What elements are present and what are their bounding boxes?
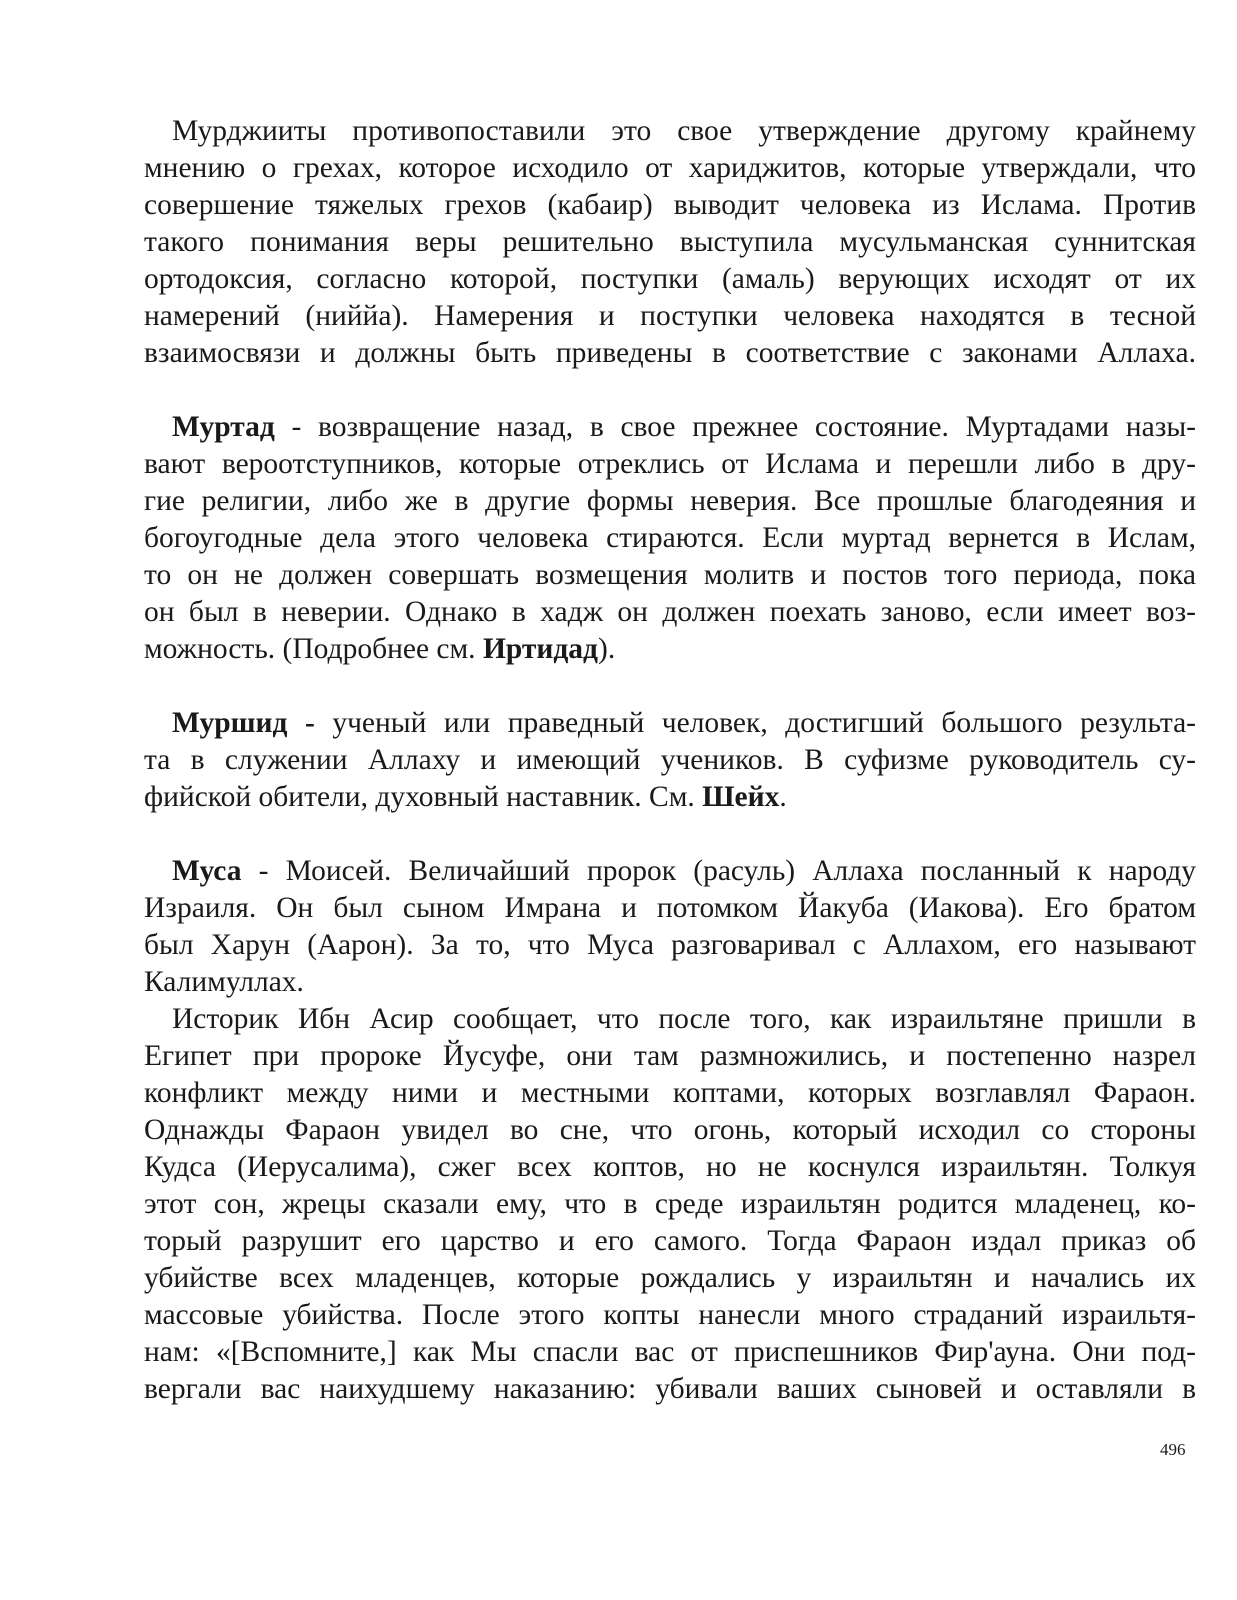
paragraph-murjiites — [144, 113, 1196, 372]
text-line: Калимуллах. — [144, 966, 304, 998]
text-line — [144, 705, 1196, 742]
paragraph-gap — [144, 668, 1196, 705]
text-line: вают вероотступников, которые отреклись от Ислама и перешли либо в дру- — [144, 448, 1196, 480]
text-line: Мурджииты противопоставили это свое утверждение другому крайнему — [172, 115, 1196, 147]
paragraph-gap — [144, 816, 1196, 853]
text-line: мнению о грехах, которое исходило от хариджитов, которые утверждали, что — [144, 152, 1196, 184]
text-line: массовые убийства. После этого копты нанесли много страданий израильтя- — [144, 1299, 1196, 1331]
paragraph-history — [144, 1001, 1196, 1408]
entry-murtad — [144, 409, 1196, 668]
text-line: Египет при пророке Йусуфе, они там размножились, и постепенно назрел — [144, 1040, 1196, 1072]
entry-murshid — [144, 705, 1196, 816]
text-line: торый разрушит его царство и его самого. Тогда Фараон издал приказ об — [144, 1225, 1196, 1257]
entry-definition: - возвращение назад, в свое прежнее состояние. Муртадами назы- — [274, 411, 1196, 443]
text-line: Историк Ибн Асир сообщает, что после того, как израильтяне пришли в — [172, 1003, 1196, 1035]
entry-definition: - Моисей. Величайший пророк (расуль) Аллаха посланный к народу — [241, 855, 1196, 887]
text-line: то он не должен совершать возмещения молитв и постов того периода, пока — [144, 559, 1196, 591]
entry-definition: ученый или праведный человек, достигший большого результа- — [314, 707, 1196, 739]
text-line: ортодоксия, согласно которой, поступки (амаль) верующих исходят от их — [144, 263, 1196, 295]
text-line: гие религии, либо же в другие формы неверия. Все прошлые благодеяния и — [144, 485, 1196, 517]
text-line: такого понимания веры решительно выступила мусульманская суннитская — [144, 226, 1196, 258]
text-line: Однажды Фараон увидел во сне, что огонь, который исходил со стороны — [144, 1114, 1196, 1146]
paragraph-gap — [144, 372, 1196, 409]
entry-term: Муса — [172, 855, 242, 887]
cross-reference: Иртидад — [482, 633, 598, 665]
text-fragment: фийской обители, духовный наставник. См. — [144, 781, 703, 813]
text-line: взаимосвязи и должны быть приведены в соответствие с законами Аллаха. — [144, 337, 1196, 369]
text-line — [144, 779, 1196, 816]
text-line: намерений (ниййа). Намерения и поступки человека находятся в тесной — [144, 300, 1196, 332]
entry-term: Муртад — [172, 411, 275, 443]
text-line: богоугодные дела этого человека стираются. Если муртад вернется в Ислам, — [144, 522, 1196, 554]
text-line: совершение тяжелых грехов (кабаир) выводит человека из Ислама. Против — [144, 189, 1196, 221]
page-number: 496 — [1160, 1440, 1186, 1459]
text-line: он был в неверии. Однако в хадж он должен поехать заново, если имеет воз- — [144, 596, 1196, 628]
text-line — [144, 409, 1196, 446]
entry-musa — [144, 853, 1196, 1001]
text-line: конфликт между ними и местными коптами, которых возглавлял Фараон. — [144, 1077, 1196, 1109]
text-line: был Харун (Аарон). За то, что Муса разговаривал с Аллахом, его называют — [144, 929, 1196, 961]
text-line: убийстве всех младенцев, которые рождались у израильтян и начались их — [144, 1262, 1196, 1294]
text-fragment: ). — [598, 633, 616, 665]
text-line — [144, 631, 1196, 668]
text-fragment: можность. (Подробнее см. — [144, 633, 483, 665]
entry-term: Муршид - — [172, 707, 315, 739]
text-fragment: . — [779, 781, 787, 813]
cross-reference: Шейх — [702, 781, 780, 813]
text-line: та в служении Аллаху и имеющий учеников. В суфизме руководитель су- — [144, 744, 1196, 776]
page-text — [144, 113, 1196, 1408]
text-line: Кудса (Иерусалима), сжег всех коптов, но не коснулся израильтян. Толкуя — [144, 1151, 1196, 1183]
text-line: этот сон, жрецы сказали ему, что в среде израильтян родится младенец, ко- — [144, 1188, 1196, 1220]
text-line: Израиля. Он был сыном Имрана и потомком Йакуба (Иакова). Его братом — [144, 892, 1196, 924]
text-line: вергали вас наихудшему наказанию: убивали ваших сыновей и оставляли в — [144, 1373, 1196, 1405]
text-line: нам: «[Вспомните,] как Мы спасли вас от приспешников Фир'ауна. Они под- — [144, 1336, 1196, 1368]
text-line — [144, 853, 1196, 890]
